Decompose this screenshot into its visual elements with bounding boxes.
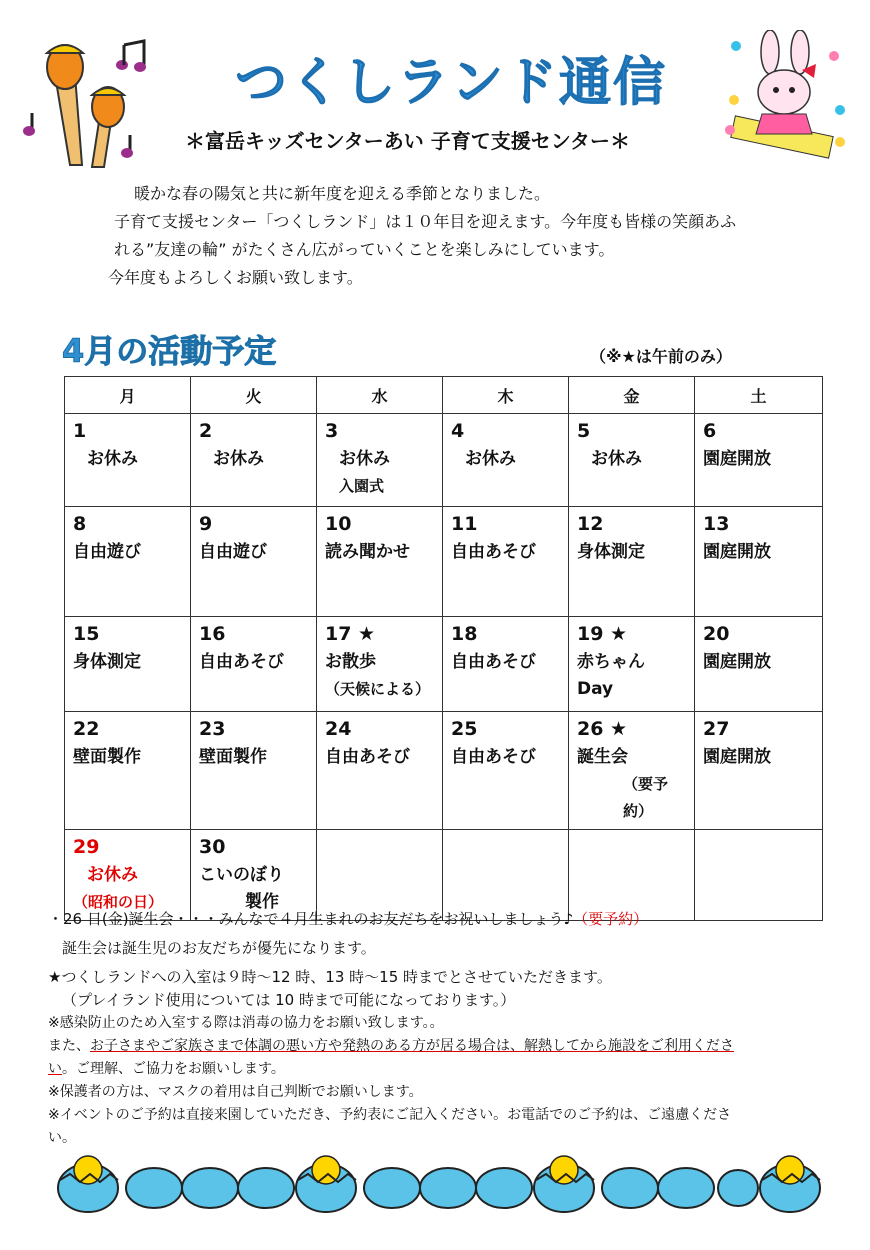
day-activity: お休み — [87, 865, 138, 885]
chick-egg-icon — [296, 1156, 356, 1212]
calendar-empty-cell — [317, 830, 443, 921]
day-number: 3 — [325, 420, 339, 442]
day-number: 16 — [199, 623, 226, 645]
fever-note — [48, 1035, 734, 1058]
activity-calendar — [64, 376, 823, 921]
weekday-monday: 月 — [65, 377, 191, 414]
day-activity: 園庭開放 — [703, 652, 771, 672]
calendar-day-cell — [317, 712, 443, 830]
day-activity: 園庭開放 — [703, 542, 771, 562]
calendar-day-cell — [317, 507, 443, 617]
newsletter-subtitle: ＊富岳キッズセンターあい 子育て支援センター＊ — [185, 129, 630, 153]
day-number: 8 — [73, 513, 87, 535]
day-number: 23 — [199, 718, 226, 740]
day-activity: 壁面製作 — [73, 747, 141, 767]
day-activity: 自由あそび — [199, 652, 284, 672]
tsukushi-characters-illustration — [20, 35, 150, 170]
chick-egg-icon — [760, 1156, 820, 1212]
calendar-week-row — [65, 414, 823, 507]
day-activity: 製作 — [245, 892, 279, 912]
calendar-empty-cell — [443, 830, 569, 921]
fever-note-continued — [48, 1058, 734, 1081]
chick-egg-icon — [534, 1156, 594, 1212]
day-number: 9 — [199, 513, 213, 535]
day-activity: （昭和の日） — [73, 893, 164, 911]
fever-note-emphasis: お子さまやご家族さまで体調の悪い方や発熱のある方が居る場合は、解熱してから施設をご利用くださ — [90, 1038, 734, 1054]
egg-icon — [126, 1168, 182, 1208]
day-number: 20 — [703, 623, 730, 645]
day-activity: 自由あそび — [451, 747, 536, 767]
weekday-friday: 金 — [569, 377, 695, 414]
calendar-empty-cell — [695, 830, 823, 921]
calendar-day-cell — [443, 507, 569, 617]
egg-icon — [420, 1168, 476, 1208]
day-number: 17 ★ — [325, 623, 376, 645]
egg-icon — [718, 1170, 758, 1206]
fever-note-suffix: 。ご理解、ご協力をお願いします。 — [62, 1061, 285, 1077]
day-activity: 自由あそび — [325, 747, 410, 767]
day-number: 29 — [73, 836, 100, 858]
calendar-day-cell — [569, 617, 695, 712]
day-number: 11 — [451, 513, 478, 535]
calendar-day-cell — [569, 507, 695, 617]
day-activity: お散歩 — [325, 652, 376, 672]
calendar-day-cell — [317, 414, 443, 507]
day-activity: 自由あそび — [451, 652, 536, 672]
egg-icon — [602, 1168, 658, 1208]
reservation-note: ※イベントのご予約は直接来園していただき、予約表にご記入ください。お電話でのご予約は、ご遠慮くださ — [48, 1107, 732, 1123]
day-activity: 読み聞かせ — [325, 542, 410, 562]
day-number: 25 — [451, 718, 478, 740]
day-number: 6 — [703, 420, 717, 442]
day-activity: お休み — [213, 449, 264, 469]
calendar-day-cell — [191, 830, 317, 921]
chick-egg-border — [40, 1150, 840, 1220]
egg-icon — [182, 1168, 238, 1208]
egg-icon — [238, 1168, 294, 1208]
day-activity: 身体測定 — [577, 542, 645, 562]
music-note-icon — [116, 41, 146, 72]
birthday-note — [48, 908, 734, 931]
day-activity: 園庭開放 — [703, 449, 771, 469]
calendar-day-cell — [317, 617, 443, 712]
calendar-day-cell — [569, 712, 695, 830]
calendar-day-cell — [443, 414, 569, 507]
day-activity: （要予約） — [623, 775, 669, 820]
calendar-day-cell — [695, 712, 823, 830]
day-activity: お休み — [87, 449, 138, 469]
infection-note: ※感染防止のため入室する際は消毒の協力をお願い致します。。 — [48, 1015, 444, 1031]
bunny-flowers-illustration — [722, 30, 852, 160]
reservation-note-continued: い。 — [48, 1130, 76, 1146]
day-activity: 誕生会 — [577, 747, 628, 767]
calendar-day-cell — [65, 414, 191, 507]
day-activity: 自由遊び — [73, 542, 141, 562]
egg-icon — [658, 1168, 714, 1208]
day-activity: お休み — [465, 449, 516, 469]
day-number: 19 ★ — [577, 623, 628, 645]
day-activity: お休み — [591, 449, 642, 469]
day-activity: 園庭開放 — [703, 747, 771, 767]
day-number: 5 — [577, 420, 591, 442]
calendar-day-cell — [695, 507, 823, 617]
calendar-day-cell — [65, 617, 191, 712]
weekday-tuesday: 火 — [191, 377, 317, 414]
day-number: 12 — [577, 513, 604, 535]
calendar-week-row — [65, 507, 823, 617]
calendar-day-cell — [443, 617, 569, 712]
intro-message — [108, 180, 736, 292]
egg-icon — [476, 1168, 532, 1208]
day-activity: 自由遊び — [199, 542, 267, 562]
intro-line: 子育て支援センター「つくしランド」は１０年目を迎えます。今年度も皆様の笑顔あふ — [114, 212, 737, 231]
day-number: 15 — [73, 623, 100, 645]
day-activity: 赤ちゃん Day — [577, 652, 645, 699]
day-number: 22 — [73, 718, 100, 740]
notes-section — [48, 908, 734, 1150]
calendar-day-cell-holiday — [65, 830, 191, 921]
fever-note-emphasis-end: い — [48, 1061, 62, 1077]
day-number: 27 — [703, 718, 730, 740]
day-number: 26 ★ — [577, 718, 628, 740]
day-activity: （天候による） — [325, 680, 431, 698]
calendar-day-cell — [65, 712, 191, 830]
calendar-day-cell — [695, 617, 823, 712]
mask-note: ※保護者の方は、マスクの着用は自己判断でお願いします。 — [48, 1084, 423, 1100]
day-activity: こいのぼり — [199, 865, 284, 885]
chick-egg-icon — [58, 1156, 118, 1212]
calendar-day-cell — [191, 507, 317, 617]
intro-line: 暖かな春の陽気と共に新年度を迎える季節となりました。 — [134, 184, 551, 203]
day-number: 10 — [325, 513, 352, 535]
birthday-priority-note: 誕生会は誕生児のお友だちが優先になります。 — [62, 939, 376, 957]
weekday-saturday: 土 — [695, 377, 823, 414]
calendar-day-cell — [191, 617, 317, 712]
day-number: 24 — [325, 718, 352, 740]
day-number: 18 — [451, 623, 478, 645]
calendar-week-row — [65, 712, 823, 830]
calendar-empty-cell — [569, 830, 695, 921]
day-number: 2 — [199, 420, 213, 442]
day-number: 1 — [73, 420, 87, 442]
day-activity: お休み — [339, 449, 390, 469]
intro-line: 今年度もよろしくお願い致します。 — [108, 268, 363, 287]
egg-icon — [364, 1168, 420, 1208]
calendar-day-cell — [443, 712, 569, 830]
calendar-day-cell — [191, 414, 317, 507]
calendar-week-row — [65, 830, 823, 921]
calendar-day-cell — [569, 414, 695, 507]
playland-note: （プレイランド使用については 10 時まで可能になっております。） — [62, 991, 516, 1009]
newsletter-title: つくしランド通信 — [235, 53, 668, 113]
weekday-wednesday: 水 — [317, 377, 443, 414]
calendar-day-cell — [191, 712, 317, 830]
day-number: 4 — [451, 420, 465, 442]
day-number: 13 — [703, 513, 730, 535]
opening-hours-note: ★つくしランドへの入室は９時～12 時、13 時～15 時までとさせていただきます。 — [48, 968, 612, 986]
reservation-required-label: （要予約） — [573, 910, 649, 928]
calendar-week-row — [65, 617, 823, 712]
calendar-day-cell — [695, 414, 823, 507]
day-activity: 壁面製作 — [199, 747, 267, 767]
birthday-note-text: ・26 日(金)誕生会・・・みんなで４月生まれのお友だちをお祝いしましょう♪ — [48, 910, 574, 928]
day-activity: 自由あそび — [451, 542, 536, 562]
intro-line: れる”友達の輪” がたくさん広がっていくことを楽しみにしています。 — [114, 240, 615, 259]
morning-only-note: （※★は午前のみ） — [590, 347, 732, 366]
weekday-header-row — [65, 377, 823, 414]
day-activity: 身体測定 — [73, 652, 141, 672]
day-activity: 入園式 — [339, 477, 385, 495]
weekday-thursday: 木 — [443, 377, 569, 414]
calendar-day-cell — [65, 507, 191, 617]
fever-note-prefix: また、 — [48, 1038, 90, 1054]
schedule-heading: 4月の活動予定 — [62, 332, 277, 370]
day-number: 30 — [199, 836, 226, 858]
